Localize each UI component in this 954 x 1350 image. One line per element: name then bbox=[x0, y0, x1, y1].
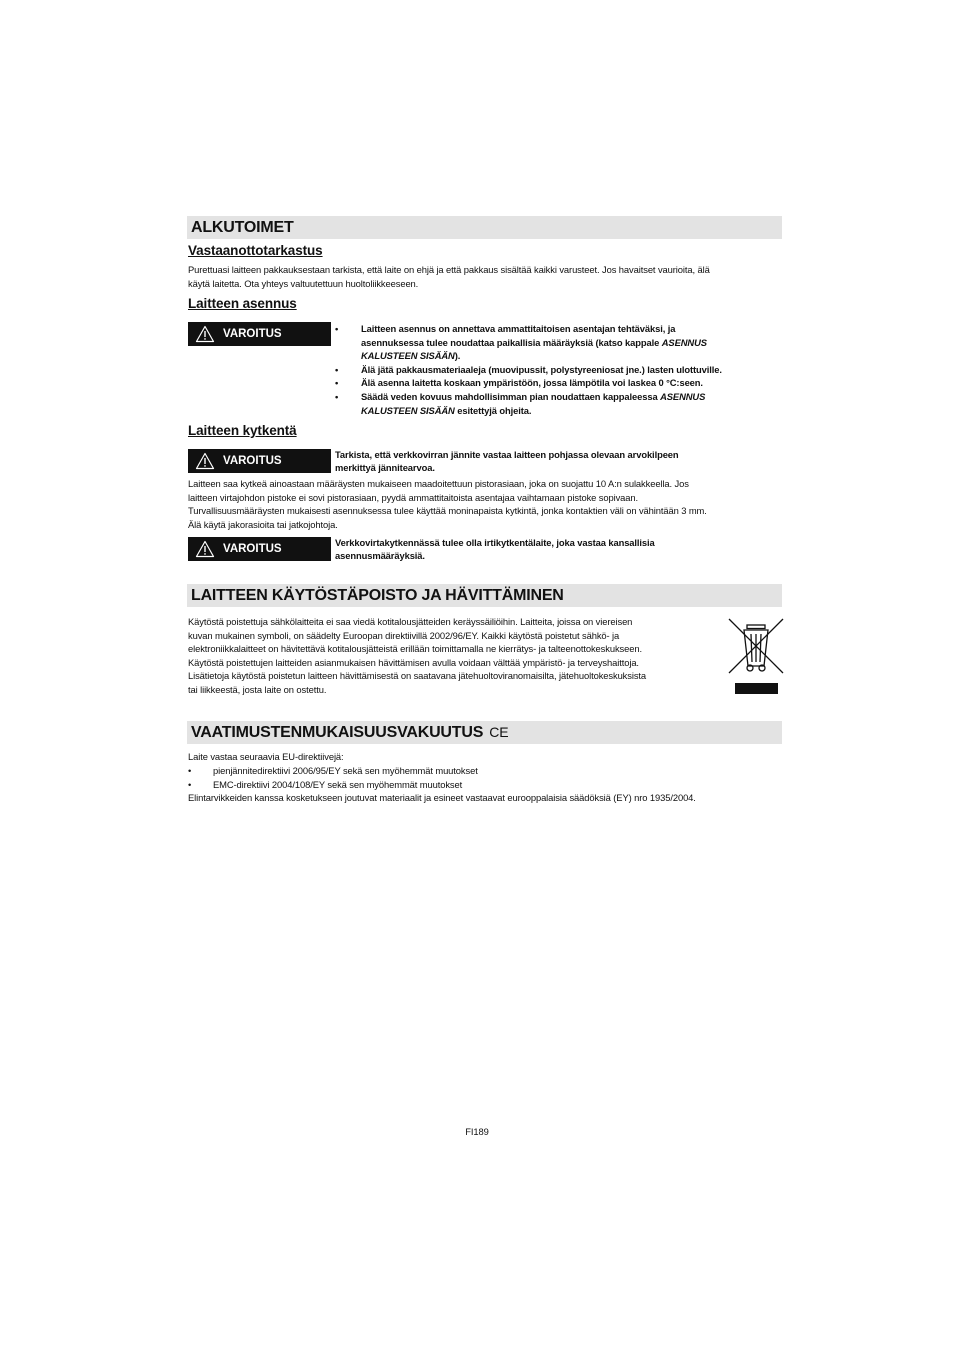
text-line: Käytöstä poistettuja sähkölaitteita ei saa viedä kotitalousjätteiden keräyssäiliöihin. Laitteita, joissa on viereisen bbox=[188, 616, 633, 627]
text-line bbox=[361, 336, 782, 350]
directive-text: pienjännitedirektiivi 2006/95/EY sekä sen myöhemmät muutokset bbox=[213, 765, 478, 776]
bullet: • bbox=[335, 363, 339, 375]
paragraph-vastaanottotarkastus bbox=[188, 263, 782, 290]
warning-label: VAROITUS bbox=[223, 543, 282, 555]
paragraph-kytkenta bbox=[188, 477, 782, 531]
subheading-laitteen-asennus: Laitteen asennus bbox=[188, 296, 297, 311]
text-line: Laitteen saa kytkeä ainoastaan määräysten mukaiseen maadoitettuun pistorasiaan, joka on suojattu 10 A:n sulakkeella. Jos bbox=[188, 478, 689, 489]
text-line: Turvallisuusmääräysten mukaisesti asennuksessa tulee käyttää moninapaista kytkintä, jonka kontaktien väli on vähintään 3 mm. bbox=[188, 505, 707, 517]
text-span: Säädä veden kovuus mahdollisimman pian noudattaen kappaleessa bbox=[361, 390, 661, 402]
warning-triangle-icon bbox=[195, 325, 215, 343]
subheading-vastaanottotarkastus: Vastaanottotarkastus bbox=[188, 243, 323, 258]
reference-kalusteen-sisaan: KALUSTEEN SISÄÄN bbox=[361, 350, 455, 362]
list-item bbox=[188, 778, 782, 792]
bullet: • bbox=[188, 765, 192, 776]
subheading-laitteen-kytkenta: Laitteen kytkentä bbox=[188, 423, 297, 438]
section-header-havittaminen bbox=[187, 584, 782, 607]
text-line: laitteen virtajohdon pistoke ei sovi pistorasiaan, pyydä ammattitaitoista asentajaa vaihtamaan pistoke sopivaan. bbox=[188, 491, 639, 503]
text-line: Laite vastaa seuraavia EU-direktiivejä: bbox=[188, 751, 344, 762]
bullet: • bbox=[335, 390, 339, 402]
paragraph-havittaminen bbox=[188, 615, 728, 697]
text-line: Elintarvikkeiden kanssa kosketukseen joutuvat materiaalit ja esineet vastaavat eurooppalaisia säädöksiä (EY) nro 1935/2004. bbox=[188, 792, 696, 803]
warning-box-asennus bbox=[188, 322, 331, 346]
section-title-wrapper bbox=[191, 721, 509, 744]
text-line: Purettuasi laitteen pakkauksestaan tarkista, että laite on ehjä ja että pakkaus sisältää kaikki varusteet. Jos havaitset vaurioita, älä bbox=[188, 264, 710, 275]
text-span: ). bbox=[454, 350, 461, 362]
warning-text-kytkenta-2 bbox=[335, 536, 782, 563]
bullet: • bbox=[335, 323, 339, 334]
text-span: asennuksessa tulee noudattaa paikallisia määräyksiä (katso kappale bbox=[361, 336, 662, 348]
page-number: FI189 bbox=[465, 1126, 489, 1137]
bullet: • bbox=[188, 778, 192, 790]
text-line: Älä käytä jakorasioita tai jatkojohtoja. bbox=[188, 518, 338, 530]
text-line: Laitteen asennus on annettava ammattitaitoisen asentajan tehtäväksi, ja bbox=[361, 323, 676, 334]
ce-mark: CE bbox=[489, 724, 509, 740]
paragraph-vaatimukset-footer bbox=[188, 791, 782, 805]
warning-item bbox=[335, 376, 782, 390]
warning-label: VAROITUS bbox=[223, 328, 282, 340]
text-line: tai liikkeestä, josta laite on ostettu. bbox=[188, 683, 327, 695]
directive-list bbox=[188, 764, 782, 791]
text-line: käytä laitetta. Ota yhteys valtuutettuun huoltoliikkeeseen. bbox=[188, 277, 419, 289]
section-header-vaatimukset bbox=[187, 721, 782, 744]
warning-triangle-icon bbox=[195, 452, 215, 470]
bullet: • bbox=[335, 377, 339, 389]
text-line: kuvan mukainen symboli, on säädelty Euroopan direktiivillä 2002/96/EY. Kaikki käytöstä poistetut sähkö- ja bbox=[188, 629, 620, 641]
text-line: Verkkovirtakytkennässä tulee olla irtikytkentälaite, joka vastaa kansallisia bbox=[335, 537, 655, 548]
text-line: Älä jätä pakkausmateriaaleja (muovipussit, polystyreeniosat jne.) lasten ulottuville. bbox=[361, 363, 722, 375]
warning-item bbox=[335, 322, 782, 363]
paragraph-vaatimukset-intro bbox=[188, 750, 782, 764]
reference-asennus: ASENNUS bbox=[660, 390, 706, 402]
text-line bbox=[361, 349, 782, 363]
text-line: Tarkista, että verkkovirran jännite vastaa laitteen pohjassa olevaan arvokilpeen bbox=[335, 449, 679, 460]
warning-box-kytkenta-2 bbox=[188, 537, 331, 561]
warning-list-asennus bbox=[335, 322, 782, 417]
text-line: merkittyä jännitearvoa. bbox=[335, 462, 435, 474]
reference-asennus: ASENNUS bbox=[661, 336, 707, 348]
warning-box-kytkenta-1 bbox=[188, 449, 331, 473]
list-item bbox=[188, 764, 782, 778]
section-header-alkutoimet bbox=[187, 216, 782, 239]
bin-underline-bar bbox=[735, 683, 778, 694]
warning-text-kytkenta-1 bbox=[335, 448, 782, 475]
section-title: VAATIMUSTENMUKAISUUSVAKUUTUS bbox=[191, 724, 484, 741]
directive-text: EMC-direktiivi 2004/108/EY sekä sen myöhemmät muutokset bbox=[213, 778, 463, 790]
text-line: asennusmääräyksiä. bbox=[335, 550, 425, 562]
crossed-out-wheelie-bin-icon bbox=[727, 616, 785, 676]
warning-label: VAROITUS bbox=[223, 455, 282, 467]
section-title: ALKUTOIMET bbox=[191, 219, 294, 236]
reference-kalusteen-sisaan: KALUSTEEN SISÄÄN bbox=[361, 404, 455, 416]
text-span: esitettyjä ohjeita. bbox=[454, 404, 532, 416]
text-line: Käytöstä poistettujen laitteiden asianmukaisen hävittämisen avulla voidaan välttää ympäristö- ja terveyshaittoja. bbox=[188, 656, 639, 668]
text-line bbox=[361, 404, 782, 418]
text-line: Älä asenna laitetta koskaan ympäristöön, jossa lämpötila voi laskea 0 °C:seen. bbox=[361, 377, 703, 389]
warning-item bbox=[335, 363, 782, 377]
text-line: Lisätietoja käytöstä poistetun laitteen hävittämisestä on saatavana jätehuoltoviranomaisilta, jätehuoltokeskuksista bbox=[188, 670, 647, 682]
section-title: LAITTEEN KÄYTÖSTÄPOISTO JA HÄVITTÄMINEN bbox=[191, 587, 564, 604]
warning-item bbox=[335, 390, 782, 417]
text-line bbox=[361, 390, 782, 404]
warning-triangle-icon bbox=[195, 540, 215, 558]
text-line: elektroniikkalaitteet on hävitettävä kotitalousjätteistä erillään toimittamalla ne kierrätys- ja talteenottokeskukseen. bbox=[188, 643, 642, 655]
